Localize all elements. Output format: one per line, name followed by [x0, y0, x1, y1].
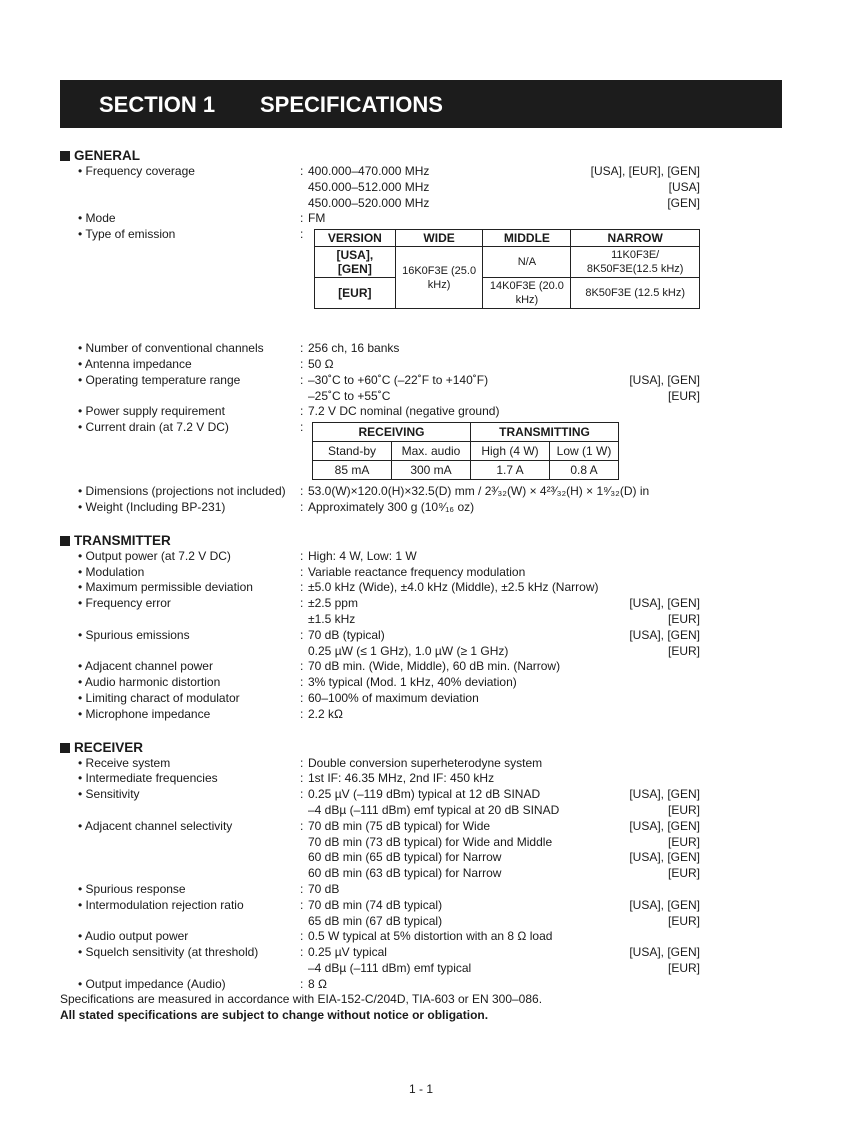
spec-value: 60 dB min (65 dB typical) for Narrow [308, 850, 502, 865]
spec-value-line [308, 691, 700, 707]
spec-label: • Audio output power [78, 929, 189, 944]
td: 14K0F3E (20.0 kHz) [483, 278, 571, 309]
region-tag: [USA], [GEN] [629, 596, 700, 611]
spec-values [308, 357, 700, 373]
td: 300 mA [392, 461, 471, 480]
spec-value-line [308, 866, 700, 882]
spec-value-line [308, 612, 700, 628]
td: Max. audio [392, 442, 471, 461]
spec-values [308, 756, 700, 772]
spec-values [308, 707, 700, 723]
spec-row [60, 484, 700, 500]
colon: : [300, 404, 304, 419]
spec-label: • Antenna impedance [78, 356, 192, 371]
square-bullet-icon [60, 536, 70, 546]
spec-value-line [308, 357, 700, 373]
colon: : [300, 356, 304, 371]
td: 11K0F3E/ 8K50F3E(12.5 kHz) [571, 247, 700, 278]
spec-value-line [308, 164, 700, 180]
colon: : [300, 596, 304, 611]
page-number: 1 - 1 [408, 1082, 433, 1096]
spec-value-line [308, 196, 700, 212]
spec-values [308, 404, 700, 420]
spec-value: 50 Ω [308, 356, 334, 371]
spec-values [308, 819, 700, 882]
spec-value-line [308, 771, 700, 787]
spec-value-line [308, 675, 700, 691]
spec-value: 450.000–520.000 MHz [308, 195, 430, 210]
spec-value-line [308, 977, 700, 993]
td: 8K50F3E (12.5 kHz) [571, 278, 700, 309]
spec-values [308, 500, 700, 516]
colon: : [300, 548, 304, 563]
td: 0.8 A [550, 461, 619, 480]
colon: : [300, 881, 304, 896]
spec-row [60, 500, 700, 516]
emission-table [314, 229, 700, 309]
colon: : [300, 211, 304, 226]
spec-label: • Adjacent channel selectivity [78, 818, 233, 833]
spec-value-line [308, 549, 700, 565]
colon: : [300, 706, 304, 721]
section-heading-text: RECEIVER [74, 739, 144, 755]
spec-label: • Intermodulation rejection ratio [78, 897, 244, 912]
colon: : [300, 659, 304, 674]
spec-value-line [308, 914, 700, 930]
spec-value-line [308, 389, 700, 405]
spec-row [60, 707, 700, 723]
spec-value: 70 dB [308, 881, 340, 896]
spec-value: 3% typical (Mod. 1 kHz, 40% deviation) [308, 675, 517, 690]
spec-value: –30˚C to +60˚C (–22˚F to +140˚F) [308, 372, 489, 387]
spec-row [60, 675, 700, 691]
spec-values [308, 549, 700, 565]
td: High (4 W) [471, 442, 550, 461]
section-number: SECTION 1 [99, 92, 216, 117]
spec-value: 450.000–512.000 MHz [308, 179, 430, 194]
spec-value-line [308, 756, 700, 772]
spec-values [308, 373, 700, 405]
colon: : [300, 372, 304, 387]
region-tag: [EUR] [667, 834, 700, 849]
region-tag: [EUR] [667, 866, 700, 881]
spec-value: ±1.5 kHz [308, 611, 356, 626]
spec-value-line [308, 929, 700, 945]
th: WIDE [395, 230, 483, 247]
spec-value: 7.2 V DC nominal (negative ground) [308, 404, 500, 419]
spec-value: –4 dBµ (–111 dBm) emf typical [308, 960, 472, 975]
square-bullet-icon [60, 151, 70, 161]
spec-value: 65 dB min (67 dB typical) [308, 913, 443, 928]
spec-label: • Number of conventional channels [78, 341, 264, 356]
spec-value: High: 4 W, Low: 1 W [308, 548, 417, 563]
disclaimer: All stated specifications are subject to change without notice or obligation. [60, 1008, 489, 1023]
spec-value-line [308, 707, 700, 723]
th: NARROW [571, 230, 700, 247]
spec-value-line [308, 580, 700, 596]
spec-values [308, 771, 700, 787]
spec-value-line [308, 565, 700, 581]
colon: : [300, 580, 304, 595]
spec-label: • Modulation [78, 564, 145, 579]
spec-row [60, 929, 700, 945]
spec-row [60, 787, 700, 819]
spec-value-line [308, 628, 700, 644]
spec-values [308, 691, 700, 707]
spec-values [308, 580, 700, 596]
spec-row [60, 945, 700, 977]
spec-label: • Audio harmonic distortion [78, 675, 221, 690]
colon: : [300, 675, 304, 690]
region-tag: [EUR] [667, 611, 700, 626]
spec-label: • Spurious emissions [78, 627, 190, 642]
spec-value-line [308, 180, 700, 196]
measurement-note: Specifications are measured in accordance with EIA-152-C/204D, TIA-603 or EN 300–086. [60, 992, 543, 1007]
spec-value: 60–100% of maximum deviation [308, 690, 479, 705]
spec-label: • Adjacent channel power [78, 659, 213, 674]
spec-values [308, 484, 700, 500]
spec-value: 70 dB min (75 dB typical) for Wide [308, 818, 491, 833]
colon: : [300, 787, 304, 802]
spec-value-line [308, 898, 700, 914]
spec-label: • Microphone impedance [78, 706, 211, 721]
spec-row [60, 756, 700, 772]
spec-row [60, 596, 700, 628]
spec-label: • Output impedance (Audio) [78, 976, 226, 991]
spec-label: • Output power (at 7.2 V DC) [78, 548, 231, 563]
spec-label: • Operating temperature range [78, 372, 241, 387]
spec-label: • Spurious response [78, 881, 186, 896]
spec-value: 53.0(W)×120.0(H)×32.5(D) mm / 2³⁄₃₂(W) × 4²³⁄₃₂(H) × 1⁹⁄₃₂(D) in [308, 484, 650, 499]
spec-value: 0.25 µV typical [308, 945, 387, 960]
spec-value: 2.2 kΩ [308, 706, 343, 721]
spec-label: • Dimensions (projections not included) [78, 484, 286, 499]
spec-row [60, 882, 700, 898]
spec-value-line [308, 404, 700, 420]
region-tag: [EUR] [667, 960, 700, 975]
spec-value: 60 dB min (63 dB typical) for Narrow [308, 866, 502, 881]
spec-value-line [308, 882, 700, 898]
td: Stand-by [313, 442, 392, 461]
spec-row [60, 691, 700, 707]
spec-row [60, 628, 700, 660]
spec-label: • Limiting charact of modulator [78, 690, 240, 705]
spec-row [60, 565, 700, 581]
colon: : [300, 945, 304, 960]
spacer [60, 309, 700, 325]
spec-values [308, 659, 700, 675]
spec-value: 70 dB min (73 dB typical) for Wide and Middle [308, 834, 553, 849]
td: N/A [483, 247, 571, 278]
spec-value-line [308, 644, 700, 660]
spec-values [308, 898, 700, 930]
spec-value: 8 Ω [308, 976, 327, 991]
colon: : [300, 420, 304, 435]
colon: : [300, 484, 304, 499]
spec-value: 70 dB min (74 dB typical) [308, 897, 443, 912]
spec-row [60, 211, 700, 227]
th: RECEIVING [313, 423, 471, 442]
spec-value-line [308, 211, 700, 227]
td: [USA], [GEN] [315, 247, 396, 278]
spec-value-line [308, 373, 700, 389]
spec-label: • Sensitivity [78, 787, 140, 802]
spec-values [308, 211, 700, 227]
spec-value: 256 ch, 16 banks [308, 341, 400, 356]
colon: : [300, 897, 304, 912]
spec-value: Double conversion superheterodyne system [308, 755, 543, 770]
spec-value: 0.5 W typical at 5% distortion with an 8 Ω load [308, 929, 553, 944]
td: 16K0F3E (25.0 kHz) [395, 247, 483, 309]
spec-values [308, 420, 700, 480]
spec-value: 70 dB min. (Wide, Middle), 60 dB min. (Narrow) [308, 659, 561, 674]
region-tag: [EUR] [667, 802, 700, 817]
spec-label: • Maximum permissible deviation [78, 580, 253, 595]
spec-value: 400.000–470.000 MHz [308, 164, 430, 178]
spec-value-line [308, 835, 700, 851]
spec-label: • Frequency error [78, 596, 171, 611]
spec-value: 0.25 µV (–119 dBm) typical at 12 dB SINAD [308, 787, 541, 802]
spec-label: • Frequency coverage [78, 164, 195, 178]
region-tag: [USA], [GEN] [629, 850, 700, 865]
spec-row [60, 227, 700, 309]
section-heading [60, 532, 700, 549]
spec-value-line [308, 596, 700, 612]
td: Low (1 W) [550, 442, 619, 461]
spec-values [308, 341, 700, 357]
current-drain-table [312, 422, 619, 480]
spec-value-line [308, 850, 700, 866]
region-tag: [USA], [EUR], [GEN] [590, 164, 700, 178]
spec-values [308, 164, 700, 211]
spec-value-line [308, 961, 700, 977]
spec-values [308, 675, 700, 691]
spec-row [60, 771, 700, 787]
region-tag: [EUR] [667, 388, 700, 403]
spec-value: ±5.0 kHz (Wide), ±4.0 kHz (Middle), ±2.5 kHz (Narrow) [308, 580, 599, 595]
region-tag: [USA] [668, 179, 700, 194]
spec-label: • Type of emission [78, 227, 176, 242]
spec-value: 70 dB (typical) [308, 627, 385, 642]
spec-value-line [308, 341, 700, 357]
spec-value-line [308, 819, 700, 835]
colon: : [300, 627, 304, 642]
spec-values [308, 787, 700, 819]
spec-row [60, 341, 700, 357]
spec-value: 1st IF: 46.35 MHz, 2nd IF: 450 kHz [308, 771, 495, 786]
spec-value: 0.25 µW (≤ 1 GHz), 1.0 µW (≥ 1 GHz) [308, 643, 509, 658]
spec-values [308, 227, 700, 309]
spec-values [308, 977, 700, 993]
td: 1.7 A [471, 461, 550, 480]
spec-label: • Mode [78, 211, 116, 226]
spec-value: Approximately 300 g (10⁹⁄₁₆ oz) [308, 499, 475, 514]
spec-values [308, 882, 700, 898]
colon: : [300, 341, 304, 356]
colon: : [300, 164, 304, 178]
spec-value-line [308, 803, 700, 819]
spec-value-line [308, 484, 700, 500]
spec-value: –25˚C to +55˚C [308, 388, 391, 403]
spacer [60, 325, 700, 341]
td: [EUR] [315, 278, 396, 309]
td: 85 mA [313, 461, 392, 480]
spec-value-line [308, 945, 700, 961]
spec-row [60, 977, 700, 993]
th: TRANSMITTING [471, 423, 619, 442]
colon: : [300, 755, 304, 770]
section-heading [60, 739, 700, 756]
spec-row [60, 659, 700, 675]
spec-values [308, 565, 700, 581]
spec-value-line [308, 500, 700, 516]
spec-value: Variable reactance frequency modulation [308, 564, 526, 579]
th: VERSION [315, 230, 396, 247]
region-tag: [USA], [GEN] [629, 787, 700, 802]
colon: : [300, 771, 304, 786]
region-tag: [USA], [GEN] [629, 897, 700, 912]
colon: : [300, 564, 304, 579]
spec-row [60, 164, 700, 211]
spec-label: • Receive system [78, 755, 171, 770]
spec-value: FM [308, 211, 326, 226]
section-heading-text: TRANSMITTER [74, 532, 171, 548]
spec-values [308, 628, 700, 660]
colon: : [300, 929, 304, 944]
spec-label: • Current drain (at 7.2 V DC) [78, 420, 229, 435]
spec-value: –4 dBµ (–111 dBm) emf typical at 20 dB SINAD [308, 802, 560, 817]
spec-row [60, 404, 700, 420]
section-heading-text: GENERAL [74, 148, 141, 163]
spec-values [308, 596, 700, 628]
colon: : [300, 690, 304, 705]
spec-row [60, 357, 700, 373]
spec-row [60, 420, 700, 480]
square-bullet-icon [60, 743, 70, 753]
spec-row [60, 819, 700, 882]
spec-label: • Intermediate frequencies [78, 771, 218, 786]
region-tag: [USA], [GEN] [629, 818, 700, 833]
colon: : [300, 227, 304, 242]
th: MIDDLE [483, 230, 571, 247]
region-tag: [USA], [GEN] [629, 372, 700, 387]
spec-row [60, 580, 700, 596]
region-tag: [USA], [GEN] [629, 627, 700, 642]
spec-value-line [308, 787, 700, 803]
spec-label: • Weight (Including BP-231) [78, 499, 226, 514]
spec-value: ±2.5 ppm [308, 596, 358, 611]
spec-row [60, 549, 700, 565]
region-tag: [USA], [GEN] [629, 945, 700, 960]
colon: : [300, 976, 304, 991]
colon: : [300, 499, 304, 514]
colon: : [300, 818, 304, 833]
spec-content [60, 147, 700, 1024]
section-title: SPECIFICATIONS [260, 92, 443, 117]
section-title-bar [60, 80, 782, 128]
section-heading [60, 147, 700, 164]
region-tag: [GEN] [667, 195, 700, 210]
spec-values [308, 945, 700, 977]
region-tag: [EUR] [667, 643, 700, 658]
spec-value-line [308, 659, 700, 675]
spec-label: • Power supply requirement [78, 404, 225, 419]
spec-label: • Squelch sensitivity (at threshold) [78, 945, 259, 960]
spec-row [60, 373, 700, 405]
spec-values [308, 929, 700, 945]
region-tag: [EUR] [667, 913, 700, 928]
spec-row [60, 898, 700, 930]
